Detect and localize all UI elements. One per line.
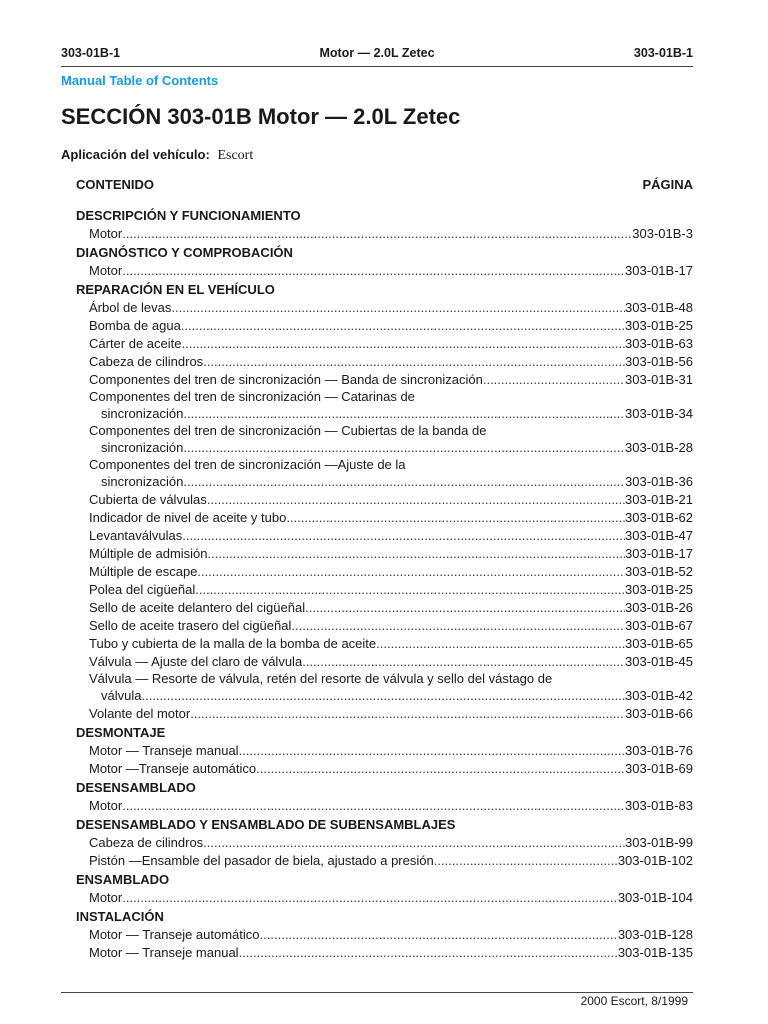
toc-entry-title-line1: Componentes del tren de sincronización — Cubiertas de la banda de: [89, 423, 487, 438]
dot-leader: [260, 926, 618, 944]
toc-entry-title: válvula: [101, 688, 142, 703]
dot-leader: [195, 581, 625, 599]
dot-leader: [122, 797, 625, 815]
toc-entry-page: 303-01B-56: [625, 354, 693, 369]
dot-leader: [305, 599, 625, 617]
content-column-header: CONTENIDO: [76, 177, 154, 192]
toc-entry[interactable]: [76, 581, 693, 599]
toc-entry-title: Árbol de levas: [89, 300, 172, 315]
toc-entry[interactable]: [76, 599, 693, 617]
toc-entry-title: Motor: [89, 226, 123, 241]
toc-entry-title: Válvula — Ajuste del claro de válvula: [89, 654, 303, 669]
toc-entry[interactable]: [76, 527, 693, 545]
application-value: Escort: [217, 148, 254, 163]
toc-entry-title: Cubierta de válvulas: [89, 492, 207, 507]
toc-entry-page: 303-01B-135: [617, 945, 693, 960]
header-section-number-left: 303-01B-1: [61, 46, 121, 60]
dot-leader: [182, 527, 625, 545]
toc-entry-title: Pistón —Ensamble del pasador de biela, ajustado a presión: [89, 853, 434, 868]
toc-entry-page: 303-01B-25: [625, 318, 693, 333]
toc-entry-title: Levantaválvulas: [89, 528, 183, 543]
toc-entry-title: Indicador de nivel de aceite y tubo: [89, 510, 287, 525]
table-of-contents: [76, 206, 693, 962]
toc-column-headers: [76, 177, 693, 192]
dot-leader: [239, 944, 618, 962]
dot-leader: [256, 760, 625, 778]
toc-entry-page: 303-01B-28: [625, 440, 693, 455]
toc-entry-page: 303-01B-102: [617, 853, 693, 868]
toc-entry[interactable]: [76, 423, 693, 457]
toc-entry-title: Componentes del tren de sincronización — Banda de sincronización: [89, 372, 483, 387]
dot-leader: [291, 617, 625, 635]
toc-entry[interactable]: [76, 834, 693, 852]
toc-entry[interactable]: [76, 491, 693, 509]
manual-toc-link[interactable]: Manual Table of Contents: [61, 73, 219, 88]
toc-entry-title: Múltiple de admisión: [89, 546, 208, 561]
toc-entry[interactable]: [76, 225, 693, 243]
toc-entry-title: Sello de aceite trasero del cigüeñal: [89, 618, 292, 633]
toc-entry-page: 303-01B-34: [625, 406, 693, 421]
toc-entry[interactable]: [76, 926, 693, 944]
dot-leader: [122, 889, 618, 907]
toc-entry-page: 303-01B-69: [625, 761, 693, 776]
toc-entry-title: Cárter de aceite: [89, 336, 182, 351]
header-section-number-right: 303-01B-1: [633, 46, 693, 60]
dot-leader: [483, 371, 625, 389]
running-header: [61, 46, 693, 64]
toc-entry[interactable]: [76, 617, 693, 635]
toc-entry-title: sincronización: [101, 440, 184, 455]
toc-entry-title: Motor: [89, 263, 123, 278]
toc-entry-page: 303-01B-52: [625, 564, 693, 579]
toc-entry-title: Tubo y cubierta de la malla de la bomba de aceite: [89, 636, 377, 651]
toc-entry-title: Cabeza de cilindros: [89, 354, 204, 369]
toc-entry[interactable]: [76, 509, 693, 527]
toc-entry[interactable]: [76, 457, 693, 491]
dot-leader: [183, 439, 625, 457]
toc-entry[interactable]: [76, 760, 693, 778]
toc-entry[interactable]: [76, 317, 693, 335]
toc-entry-title-line1: Componentes del tren de sincronización — Catarinas de: [89, 389, 415, 404]
toc-entry-page: 303-01B-42: [625, 688, 693, 703]
toc-entry[interactable]: [76, 742, 693, 760]
page-column-header: PÁGINA: [642, 177, 693, 192]
toc-entry-title: sincronización: [101, 406, 184, 421]
toc-entry-title: sincronización: [101, 474, 184, 489]
toc-entry-page: 303-01B-26: [625, 600, 693, 615]
toc-entry[interactable]: [76, 705, 693, 723]
toc-entry-title: Múltiple de escape: [89, 564, 198, 579]
toc-entry-page: 303-01B-45: [625, 654, 693, 669]
dot-leader: [434, 852, 618, 870]
toc-entry-page: 303-01B-21: [625, 492, 693, 507]
dot-leader: [183, 405, 625, 423]
toc-entry-page: 303-01B-99: [625, 835, 693, 850]
toc-entry-title: Volante del motor: [89, 706, 191, 721]
toc-entry-title: Motor — Transeje manual: [89, 743, 239, 758]
toc-entry[interactable]: [76, 545, 693, 563]
dot-leader: [203, 353, 625, 371]
dot-leader: [203, 834, 625, 852]
toc-section-heading: DESENSAMBLADO: [76, 780, 196, 795]
toc-entry[interactable]: [76, 944, 693, 962]
toc-entry-title: Polea del cigüeñal: [89, 582, 196, 597]
dot-leader: [286, 509, 625, 527]
toc-entry-page: 303-01B-66: [625, 706, 693, 721]
toc-entry-page: 303-01B-3: [632, 226, 693, 241]
dot-leader: [208, 545, 626, 563]
toc-entry[interactable]: [76, 371, 693, 389]
toc-entry[interactable]: [76, 653, 693, 671]
dot-leader: [190, 705, 625, 723]
toc-entry-page: 303-01B-25: [625, 582, 693, 597]
dot-leader: [181, 317, 625, 335]
toc-entry-page: 303-01B-47: [625, 528, 693, 543]
toc-section-heading: REPARACIÓN EN EL VEHÍCULO: [76, 282, 275, 297]
dot-leader: [376, 635, 625, 653]
page-footer: 2000 Escort, 8/1999: [580, 994, 688, 1008]
dot-leader: [207, 491, 625, 509]
toc-entry[interactable]: [76, 889, 693, 907]
header-title: Motor — 2.0L Zetec: [319, 46, 435, 60]
toc-entry-title: Sello de aceite delantero del cigüeñal: [89, 600, 306, 615]
dot-leader: [183, 473, 625, 491]
toc-entry-page: 303-01B-83: [625, 798, 693, 813]
page-title: SECCIÓN 303-01B Motor — 2.0L Zetec: [61, 104, 461, 129]
dot-leader: [182, 335, 626, 353]
toc-section-heading: DESMONTAJE: [76, 725, 166, 740]
toc-entry-title: Bomba de agua: [89, 318, 181, 333]
toc-entry-title: Motor: [89, 798, 123, 813]
dot-leader: [197, 563, 625, 581]
application-label: Aplicación del vehículo:: [61, 147, 210, 162]
toc-entry-title-line1: Componentes del tren de sincronización —Ajuste de la: [89, 457, 406, 472]
toc-entry-page: 303-01B-104: [617, 890, 693, 905]
dot-leader: [239, 742, 625, 760]
toc-entry-title-line1: Válvula — Resorte de válvula, retén del resorte de válvula y sello del vástago de: [89, 671, 553, 686]
header-divider: [61, 66, 693, 67]
toc-entry-page: 303-01B-17: [625, 546, 693, 561]
toc-section-heading: DESENSAMBLADO Y ENSAMBLADO DE SUBENSAMBLAJES: [76, 817, 456, 832]
toc-entry-page: 303-01B-31: [625, 372, 693, 387]
toc-section-heading: INSTALACIÓN: [76, 909, 164, 924]
toc-entry-page: 303-01B-67: [625, 618, 693, 633]
toc-entry[interactable]: [76, 335, 693, 353]
toc-entry-page: 303-01B-48: [625, 300, 693, 315]
toc-entry-title: Motor: [89, 890, 123, 905]
vehicle-application: [61, 147, 253, 164]
toc-entry-page: 303-01B-128: [617, 927, 693, 942]
toc-entry-page: 303-01B-65: [625, 636, 693, 651]
dot-leader: [302, 653, 625, 671]
toc-section-heading: DIAGNÓSTICO Y COMPROBACIÓN: [76, 245, 293, 260]
toc-entry[interactable]: [76, 262, 693, 280]
toc-entry[interactable]: [76, 635, 693, 653]
dot-leader: [171, 299, 625, 317]
toc-entry-page: 303-01B-36: [625, 474, 693, 489]
footer-divider: [61, 992, 693, 993]
toc-entry[interactable]: [76, 563, 693, 581]
toc-entry-title: Motor — Transeje automático: [89, 927, 260, 942]
toc-section-heading: ENSAMBLADO: [76, 872, 170, 887]
toc-entry[interactable]: [76, 353, 693, 371]
toc-entry-page: 303-01B-63: [625, 336, 693, 351]
toc-entry[interactable]: [76, 671, 693, 705]
dot-leader: [122, 262, 625, 280]
toc-entry[interactable]: [76, 797, 693, 815]
toc-entry-title: Motor — Transeje manual: [89, 945, 239, 960]
toc-entry[interactable]: [76, 299, 693, 317]
toc-entry[interactable]: [76, 389, 693, 423]
toc-entry[interactable]: [76, 852, 693, 870]
dot-leader: [122, 225, 632, 243]
dot-leader: [141, 687, 625, 705]
toc-entry-page: 303-01B-62: [625, 510, 693, 525]
toc-entry-page: 303-01B-17: [625, 263, 693, 278]
toc-entry-title: Motor —Transeje automático: [89, 761, 257, 776]
toc-section-heading: DESCRIPCIÓN Y FUNCIONAMIENTO: [76, 208, 301, 223]
toc-entry-title: Cabeza de cilindros: [89, 835, 204, 850]
toc-entry-page: 303-01B-76: [625, 743, 693, 758]
